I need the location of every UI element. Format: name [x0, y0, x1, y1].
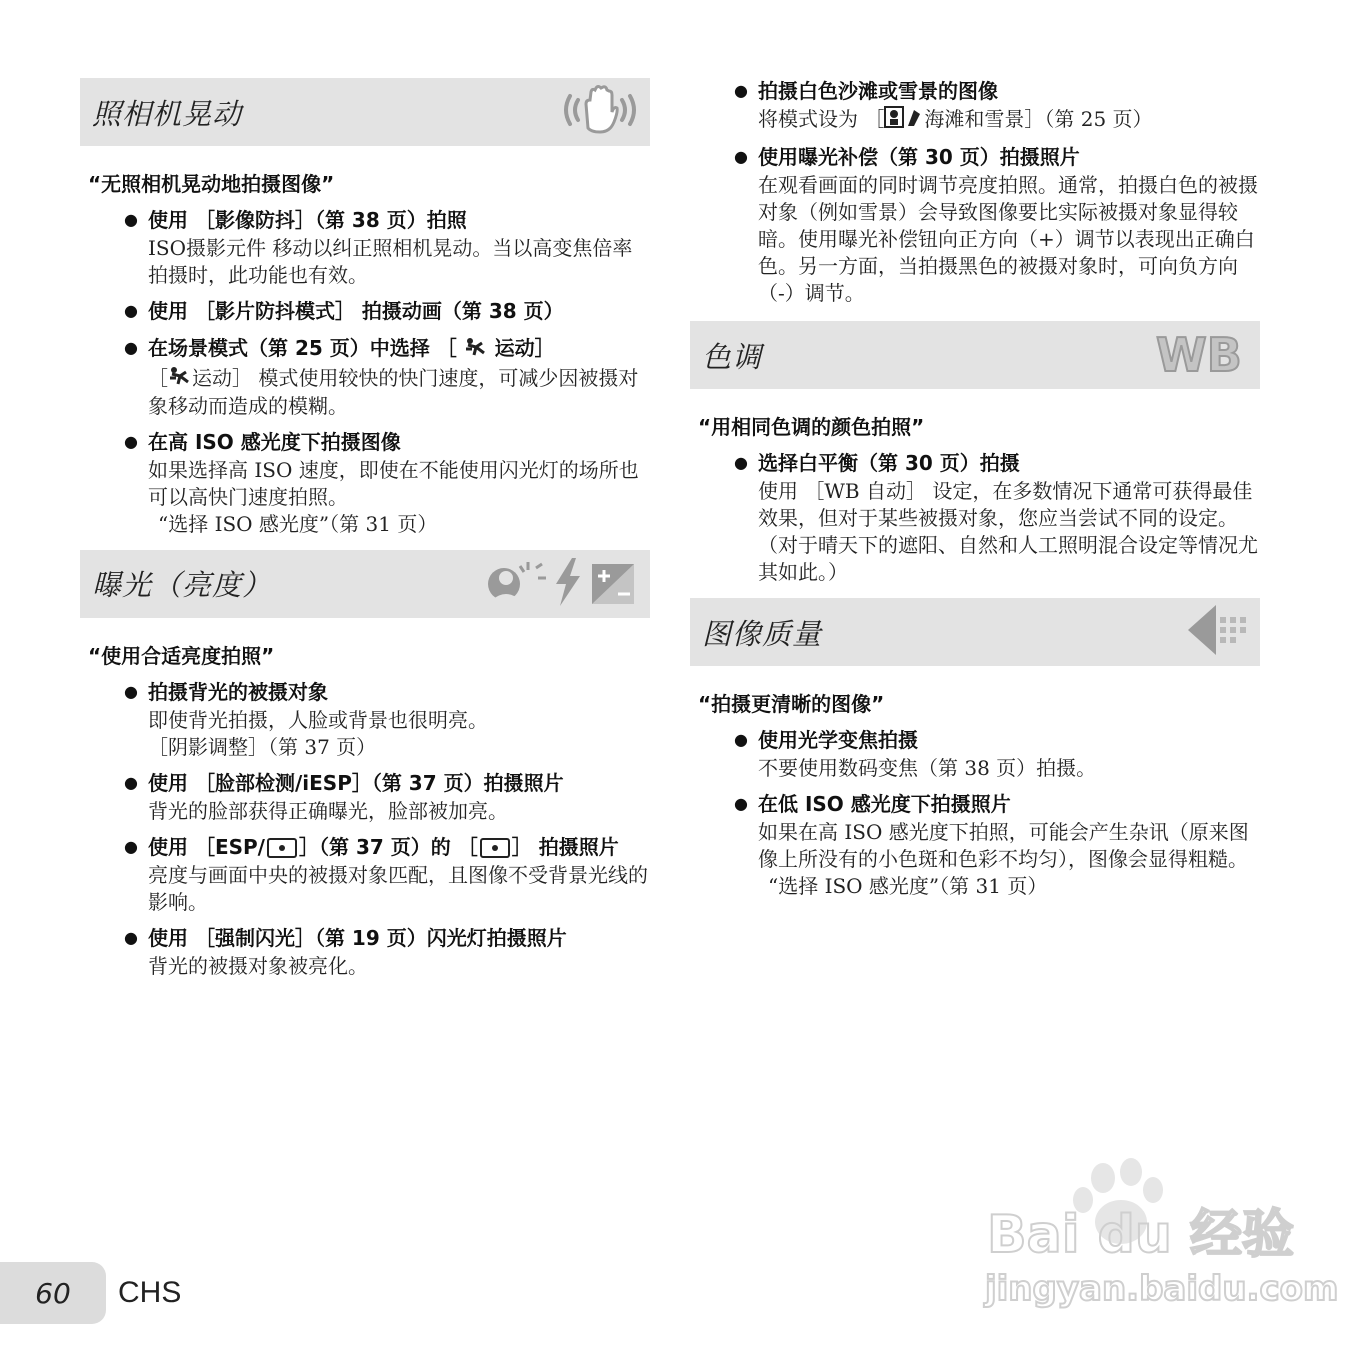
section-title: 照相机晃动: [92, 96, 243, 131]
tip-heading-part: 使用 ［ESP/: [148, 834, 265, 859]
list-item: [124, 677, 650, 761]
watermark-url: jingyan.baidu.com: [985, 1269, 1339, 1309]
white-balance-icon-text: WB: [1156, 328, 1242, 382]
section-subheading: “无照相机晃动地拍摄图像”: [88, 172, 335, 196]
tip-description: 亮度与画面中央的被摄对象匹配，且图像不受背景光线的影响。: [148, 862, 648, 914]
tip-list: [690, 448, 1260, 586]
tip-description-part: 海滩和雪景］（第 25 页）: [924, 107, 1153, 131]
page-reference: ［阴影调整］（第 37 页）: [148, 734, 377, 759]
tip-description-part: 运动］ 模式使用较快的快门速度，可减少因被摄对象移动而造成的模糊。: [148, 365, 639, 418]
section-subheading: “用相同色调的颜色拍照”: [698, 415, 925, 439]
tip-heading-part: 运动］: [494, 336, 555, 360]
section-header-image-quality: [690, 598, 1260, 666]
tip-description-part: ［: [148, 365, 168, 390]
list-item: [124, 333, 650, 420]
tip-heading: ● 使用 ［影片防抖模式］ 拍摄动画（第 38 页）: [124, 296, 650, 326]
section-title: 色调: [702, 339, 763, 374]
tip-heading: ● 选择白平衡（第 30 页）拍摄: [734, 448, 1260, 478]
tip-list: [80, 205, 650, 538]
tip-heading: ● 使用 ［影像防抖］（第 38 页）拍照: [124, 205, 650, 235]
tip-description: 背光的被摄对象被亮化。: [148, 953, 368, 978]
beach-snow-mode-icon: [884, 106, 924, 135]
list-item: [734, 725, 1260, 782]
spot-metering-icon: [267, 838, 297, 858]
list-item: [124, 768, 650, 825]
tip-heading: ● 使用光学变焦拍摄: [734, 725, 1260, 755]
list-item: [124, 296, 650, 326]
tip-description: 背光的脸部获得正确曝光，脸部被加亮。: [148, 798, 508, 823]
list-item: [734, 448, 1260, 586]
tip-description: 在观看画面的同时调节亮度拍照。通常，拍摄白色的被摄对象（例如雪景）会导致图像要比实际被摄对象显得较暗。使用曝光补偿钮向正方向（+）调节以表现出正确白色。另一方面，当拍摄黑色的被摄对象时，可向负方向（-）调节。: [758, 173, 1258, 305]
tip-heading-part: ］（第 37 页）的 ［: [299, 834, 478, 859]
tip-heading: [124, 333, 650, 365]
sport-mode-icon: [168, 366, 192, 393]
tip-list: [80, 677, 650, 980]
tip-heading: ● 使用曝光补偿（第 30 页）拍摄照片: [734, 142, 1260, 172]
page-number: 60: [35, 1276, 71, 1310]
tip-list: [690, 76, 1260, 307]
tip-description: 使用 ［WB 自动］ 设定，在多数情况下通常可获得最佳效果，但对于某些被摄对象，您应当尝试不同的设定。（对于晴天下的遮阳、自然和人工照明混合设定等情况尤其如此。）: [758, 479, 1258, 584]
tip-description: [734, 106, 1260, 135]
watermark-brand: Bai du 经验: [987, 1205, 1294, 1265]
tip-description: 如果在高 ISO 感光度下拍照，可能会产生杂讯（原来图像上所没有的小色斑和色彩不均匀），图像会显得粗糙。: [758, 820, 1249, 871]
section-header-color-tone: [690, 321, 1260, 389]
page-reference: “选择 ISO 感光度”（第 31 页）: [768, 874, 1048, 898]
tip-heading: ● 使用 ［强制闪光］（第 19 页）闪光灯拍摄照片: [124, 923, 650, 953]
right-column: [690, 76, 1260, 907]
section-title: 曝光（亮度）: [92, 568, 273, 602]
section-header-exposure: [80, 550, 650, 618]
spot-metering-icon: [480, 838, 510, 858]
list-item: [734, 142, 1260, 307]
baidu-watermark: [977, 1150, 1339, 1310]
list-item: [124, 923, 650, 980]
language-code: CHS: [118, 1276, 182, 1309]
left-column: [80, 78, 650, 987]
tip-heading: [124, 832, 650, 862]
tip-heading: ● 拍摄背光的被摄对象: [124, 677, 650, 707]
sport-mode-icon: [464, 335, 488, 365]
section-header-camera-shake: [80, 78, 650, 146]
tip-list: [690, 725, 1260, 900]
page-reference: “选择 ISO 感光度”（第 31 页）: [158, 511, 438, 536]
tip-description: 即使背光拍摄，人脸或背景也很明亮。: [148, 707, 488, 732]
tip-description: 如果选择高 ISO 速度，即使在不能使用闪光灯的场所也可以高快门速度拍照。: [148, 457, 639, 509]
list-item: [124, 205, 650, 289]
white-balance-icon: [1154, 328, 1250, 382]
list-item: [124, 832, 650, 916]
tip-heading: ● 在低 ISO 感光度下拍摄照片: [734, 789, 1260, 819]
tip-heading-part: 在场景模式（第 25 页）中选择 ［: [148, 336, 457, 360]
list-item: [124, 427, 650, 538]
section-title: 图像质量: [702, 616, 823, 651]
tip-description: 不要使用数码变焦（第 38 页）拍摄。: [758, 756, 1097, 780]
list-item: [734, 789, 1260, 900]
image-quality-icon: [1186, 603, 1250, 661]
tip-description: [124, 365, 650, 420]
list-item: [734, 76, 1260, 135]
tip-heading-part: ］ 拍摄照片: [511, 834, 619, 859]
page-number-tab: [0, 1262, 106, 1324]
section-subheading: “拍摄更清晰的图像”: [698, 692, 885, 716]
tip-heading: ● 在高 ISO 感光度下拍摄图像: [124, 427, 650, 457]
camera-shake-icon: [560, 82, 640, 142]
tip-heading: ● 使用 ［脸部检测/iESP］（第 37 页）拍摄照片: [124, 768, 650, 798]
tip-description-part: 将模式设为 ［: [758, 107, 885, 131]
section-subheading: “使用合适亮度拍照”: [88, 643, 275, 668]
tip-description: ISO摄影元件 移动以纠正照相机晃动。当以高变焦倍率拍摄时，此功能也有效。: [148, 236, 633, 287]
tip-heading: ● 拍摄白色沙滩或雪景的图像: [734, 76, 1260, 106]
exposure-icons: [484, 556, 640, 612]
